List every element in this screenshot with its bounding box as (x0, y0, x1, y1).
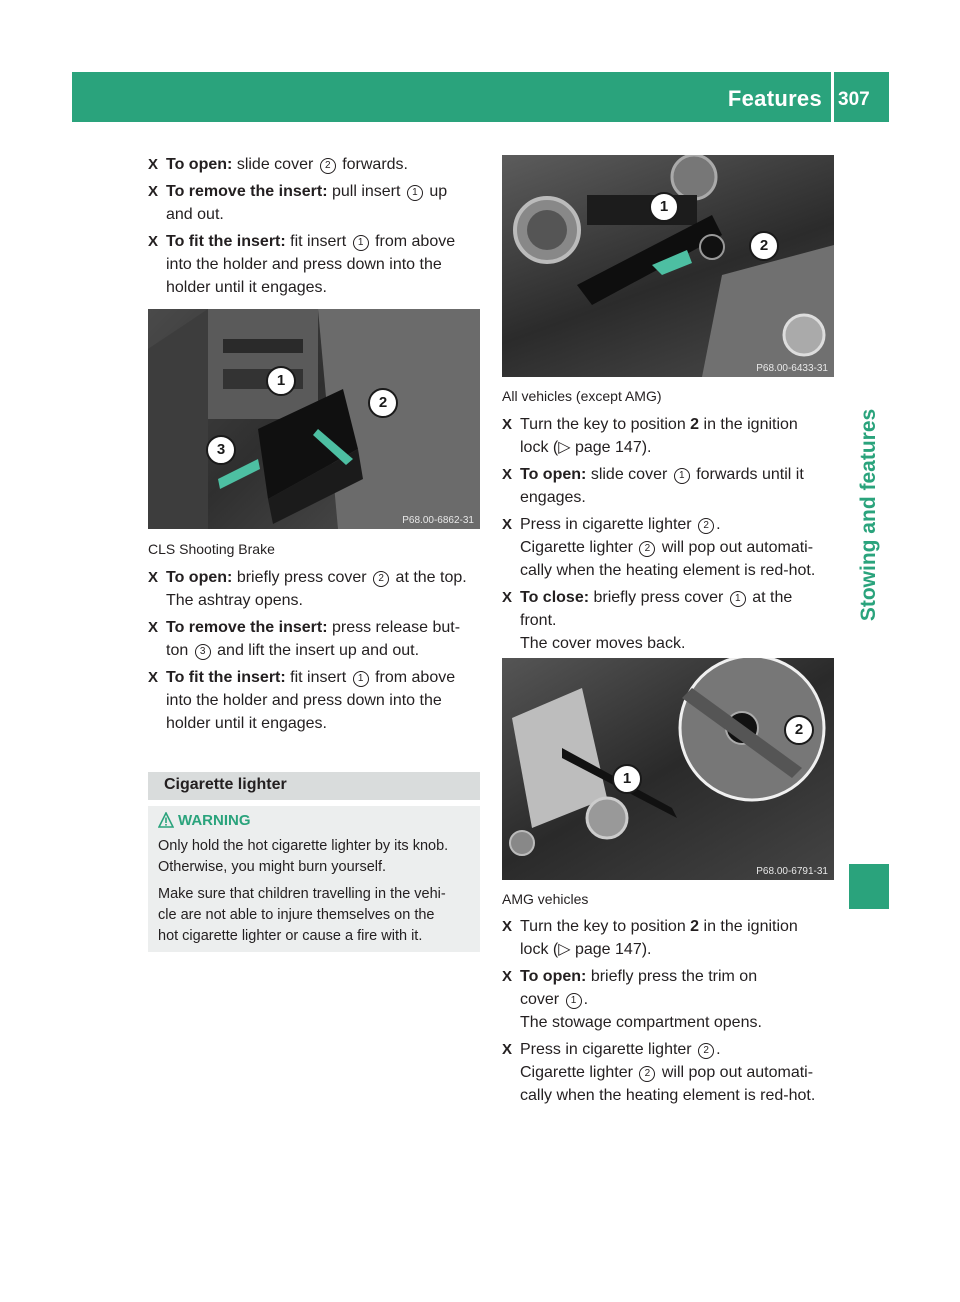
callout-ref: 2 (373, 571, 389, 587)
photo-rear-ashtray (148, 309, 480, 529)
step-bold: 2 (690, 918, 700, 935)
callout-ref: 2 (320, 158, 336, 174)
caption-cls: CLS Shooting Brake (148, 541, 275, 557)
callout-ref: 2 (698, 518, 714, 534)
callout-ref: 3 (195, 644, 211, 660)
step-text: press release but- (331, 619, 461, 636)
step-text: and out. (166, 206, 224, 223)
warning-line: cle are not able to injure themselves on the (158, 907, 435, 923)
step-text: lock (▷ page 147). (520, 941, 652, 958)
page-number: 307 (838, 89, 870, 110)
step-text: into the holder and press down into the (166, 692, 442, 709)
step-text: from above (375, 233, 456, 250)
page-title: Features (727, 86, 822, 111)
step-text: pull insert (331, 183, 401, 200)
step-press-lighter-amg (502, 1038, 834, 1107)
step-text: . (716, 516, 721, 533)
step-marker-icon: X (502, 516, 513, 533)
warning-line: hot cigarette lighter or cause a fire with it. (158, 928, 423, 944)
step-text: The stowage compartment opens. (520, 1014, 762, 1031)
step-text: forwards. (342, 156, 408, 173)
step-text: cally when the heating element is red-hot. (520, 1087, 816, 1104)
step-text: holder until it engages. (166, 279, 327, 296)
callout-ref: 2 (639, 1066, 655, 1082)
callout-ref: 2 (639, 541, 655, 557)
side-tab-label: Stowing and features (857, 408, 880, 622)
callout-2: 2 (368, 388, 398, 418)
step-bold: 2 (690, 416, 700, 433)
step-text: cover (520, 991, 560, 1008)
callout-ref: 1 (674, 468, 690, 484)
step-label: To open: (166, 569, 233, 586)
step-marker-icon: X (502, 466, 513, 483)
caption-all-vehicles: All vehicles (except AMG) (502, 388, 662, 404)
callout-3: 3 (206, 435, 236, 465)
callout-1: 1 (649, 192, 679, 222)
step-marker-icon: X (148, 569, 159, 586)
step-text: into the holder and press down into the (166, 256, 442, 273)
right-steps-1 (502, 413, 834, 659)
step-fit-insert-2 (148, 666, 480, 735)
callout-1: 1 (612, 764, 642, 794)
step-marker-icon: X (502, 968, 513, 985)
step-text: fit insert (290, 669, 347, 686)
step-text: briefly press the trim on (590, 968, 758, 985)
left-top-steps (148, 153, 480, 303)
step-text: at the (752, 589, 793, 606)
callout-1: 1 (266, 366, 296, 396)
callout-2: 2 (784, 715, 814, 745)
step-remove-insert-2 (148, 616, 480, 662)
step-text: Press in cigarette lighter (520, 1041, 692, 1058)
step-label: To fit the insert: (166, 233, 286, 250)
callout-ref: 2 (698, 1043, 714, 1059)
step-open-trim (502, 965, 834, 1034)
warning-label: WARNING (178, 812, 251, 829)
step-text: Cigarette lighter (520, 539, 633, 556)
step-text: Turn the key to position (520, 416, 686, 433)
step-text: slide cover (590, 466, 668, 483)
step-turn-key-amg (502, 915, 834, 961)
step-fit-insert (148, 230, 480, 299)
step-press-lighter (502, 513, 834, 582)
step-text: The cover moves back. (520, 635, 686, 652)
step-marker-icon: X (148, 233, 159, 250)
section-title: Cigarette lighter (164, 776, 287, 793)
step-text: will pop out automati- (661, 539, 814, 556)
section-heading (148, 772, 480, 800)
step-text: in the ignition (703, 416, 798, 433)
step-label: To close: (520, 589, 590, 606)
step-label: To fit the insert: (166, 669, 286, 686)
step-label: To remove the insert: (166, 183, 328, 200)
step-open-cover (148, 153, 480, 176)
photo-center-console (502, 155, 834, 377)
step-open-slide-cover (502, 463, 834, 509)
callout-ref: 1 (353, 235, 369, 251)
step-text: . (583, 991, 589, 1008)
step-marker-icon: X (148, 183, 159, 200)
step-turn-key (502, 413, 834, 459)
step-text: engages. (520, 489, 586, 506)
photo-amg-console (502, 658, 834, 880)
step-remove-insert (148, 180, 480, 226)
step-text: Turn the key to position (520, 918, 686, 935)
warning-text-2 (158, 884, 478, 947)
warning-line: Only hold the hot cigarette lighter by its knob. (158, 838, 449, 854)
step-text: will pop out automati- (661, 1064, 814, 1081)
step-text: holder until it engages. (166, 715, 327, 732)
callout-ref: 1 (353, 671, 369, 687)
warning-text-1 (158, 836, 478, 878)
left-bottom-steps (148, 566, 480, 739)
step-text: cally when the heating element is red-hot. (520, 562, 816, 579)
step-marker-icon: X (502, 1041, 513, 1058)
step-marker-icon: X (148, 619, 159, 636)
step-text: slide cover (236, 156, 314, 173)
step-label: To remove the insert: (166, 619, 328, 636)
step-text: lock (▷ page 147). (520, 439, 652, 456)
step-text: forwards until it (696, 466, 804, 483)
step-label: To open: (166, 156, 233, 173)
step-open-ashtray (148, 566, 480, 612)
step-text: front. (520, 612, 557, 629)
warning-line: Make sure that children travelling in the vehi- (158, 886, 446, 902)
callout-ref: 1 (407, 185, 423, 201)
right-steps-2 (502, 915, 834, 1111)
rear-ashtray-illustration (148, 309, 480, 529)
step-text: Press in cigarette lighter (520, 516, 692, 533)
callout-2: 2 (749, 231, 779, 261)
photo-code: P68.00-6862-31 (402, 515, 474, 526)
step-text: and lift the insert up and out. (217, 642, 420, 659)
header-separator (831, 72, 834, 122)
step-marker-icon: X (502, 589, 513, 606)
step-text: briefly press cover (236, 569, 367, 586)
step-label: To open: (520, 466, 587, 483)
callout-ref: 1 (730, 591, 746, 607)
step-text: ton (166, 642, 189, 659)
step-text: up (429, 183, 448, 200)
step-marker-icon: X (148, 669, 159, 686)
side-tab-block (849, 864, 889, 909)
warning-line: Otherwise, you might burn yourself. (158, 859, 387, 875)
warning-box (148, 806, 480, 952)
step-text: from above (375, 669, 456, 686)
photo-code: P68.00-6791-31 (756, 866, 828, 877)
step-text: fit insert (290, 233, 347, 250)
warning-triangle-icon (158, 812, 174, 828)
caption-amg: AMG vehicles (502, 891, 589, 907)
step-marker-icon: X (502, 416, 513, 433)
step-text: Cigarette lighter (520, 1064, 633, 1081)
center-console-illustration (502, 155, 834, 377)
step-text: . (716, 1041, 721, 1058)
step-close-cover (502, 586, 834, 655)
step-marker-icon: X (148, 156, 159, 173)
step-text: The ashtray opens. (166, 592, 303, 609)
callout-ref: 1 (566, 993, 582, 1009)
step-text: in the ignition (703, 918, 798, 935)
photo-code: P68.00-6433-31 (756, 363, 828, 374)
step-text: briefly press cover (593, 589, 724, 606)
amg-console-illustration (502, 658, 834, 880)
step-label: To open: (520, 968, 587, 985)
step-text: at the top. (395, 569, 467, 586)
step-marker-icon: X (502, 918, 513, 935)
